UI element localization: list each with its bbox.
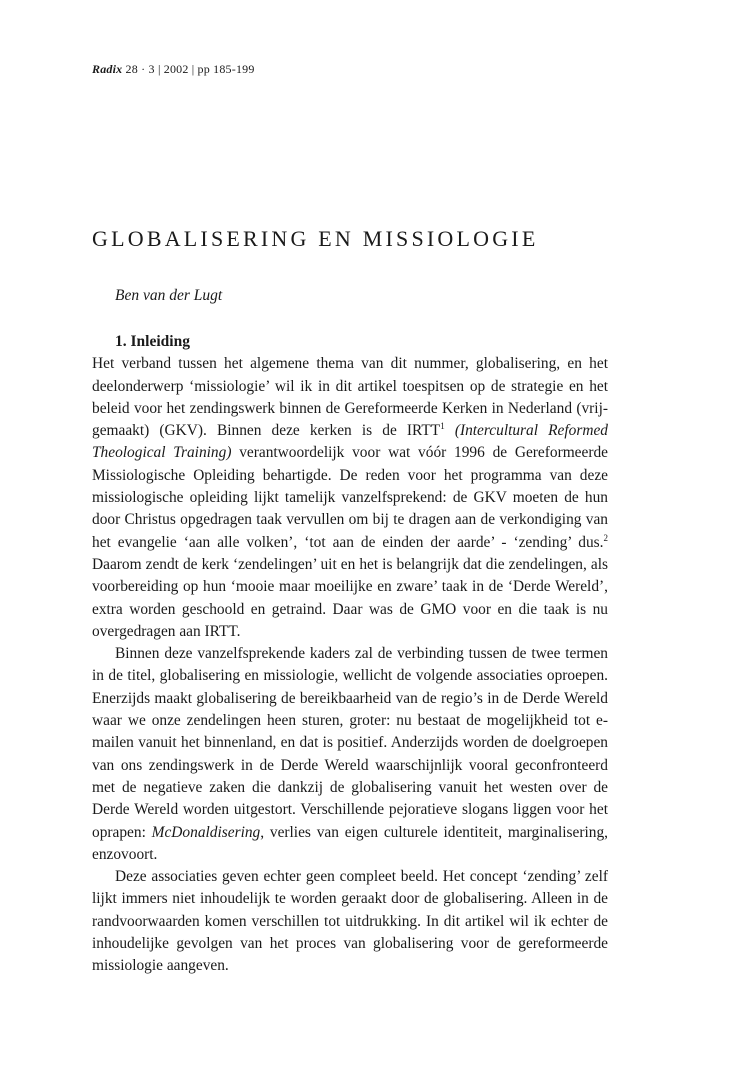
citation-info: 28 · 3 | 2002 | pp 185-199 <box>122 62 255 76</box>
paragraph-2-italic: McDonaldisering <box>151 823 261 841</box>
article-author: Ben van der Lugt <box>115 287 223 304</box>
paragraph-2 <box>92 643 608 866</box>
paragraph-1-text-a: Het verband tussen het algemene thema van dit nummer, globalisering, en het deelonderwerp ‘missiologie’ wil ik in dit artikel toespitsen op de strategie en het beleid voor het zendingswerk binnen de Gereformeerde Kerken in Nederland (vrijgemaakt) (GKV). Binnen deze kerken is de IRTT <box>92 355 608 440</box>
running-header <box>92 62 255 77</box>
paragraph-1-text-c: verantwoordelijk voor wat vóór 1996 de Gereformeerde Missiologische Opleiding behartigde. De reden voor het programma van deze missiologische opleiding lijkt tamelijk vanzelfsprekend: de GKV moeten de hun door Christus opgedragen taak vervullen om bij te dragen aan de verkondiging van het evangelie ‘aan alle volken’, ‘tot aan de einden der aarde’ - ‘zending’ dus. <box>92 444 608 551</box>
footnote-ref-1: 1 <box>440 421 445 432</box>
paragraph-2-text-c: , verlies van eigen culturele identiteit, marginalisering, enzovoort. <box>92 823 609 863</box>
footnote-ref-2: 2 <box>603 532 608 543</box>
article-body <box>92 331 608 978</box>
paragraph-3: Deze associaties geven echter geen compleet beeld. Het concept ‘zending’ zelf lijkt immers niet inhoudelijk te worden geraakt door de globalisering. Alleen in de randvoorwaarden komen verschillen tot uitdrukking. In dit artikel wil ik echter de inhoudelijke gevolgen van het proces van globalisering voor de gereformeerde missiologie aangeven. <box>92 868 608 975</box>
journal-name: Radix <box>92 62 123 76</box>
paragraph-1-italic: (Intercultural Reformed Theological Training) <box>92 422 608 462</box>
article-title: GLOBALISERING EN MISSIOLOGIE <box>92 226 539 251</box>
paragraph-1 <box>92 353 608 643</box>
paragraph-2-text-a: Binnen deze vanzelfsprekende kaders zal de verbinding tussen de twee termen in de titel, globalisering en missiologie, wellicht de volgende associaties oproepen. Enerzijds maakt globalisering de bereikbaarheid van de regio’s in de Derde Wereld waar we onze zendelingen heen sturen, groter: nu bestaat de mogelijkheid tot e-mailen vanuit het binnenland, en dat is positief. Anderzijds worden de doelgroepen van ons zendingswerk in de Derde Wereld waarschijnlijk vooral geconfronteerd met de negatieve zaken die dankzij de globalisering vanuit het westen over de Derde Wereld worden uitgestort. Verschillende pejoratieve slogans liggen voor het oprapen: <box>92 645 608 841</box>
paragraph-1-text-d: Daarom zendt de kerk ‘zendelingen’ uit en het is belangrijk dat die zendelingen, als voorbereiding op hun ‘mooie maar moeilijke en zware’ taak in de ‘Derde Wereld’, extra worden geschoold en getraind. Daar was de GMO voor en die taak is nu overgedragen aan IRTT. <box>92 555 608 640</box>
section-heading: 1. Inleiding <box>115 333 190 350</box>
